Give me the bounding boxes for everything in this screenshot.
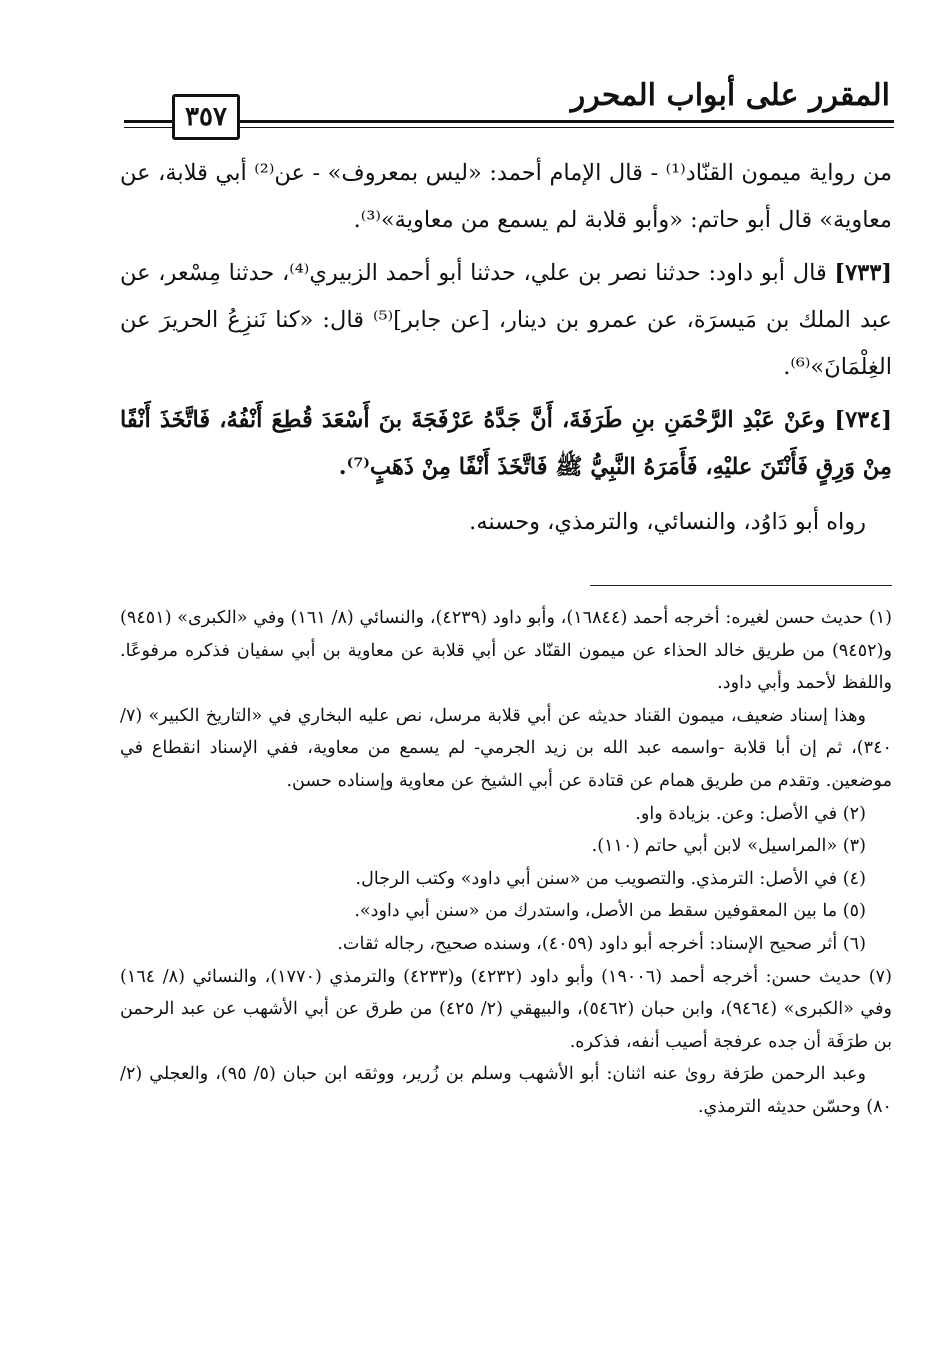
footnotes [120, 602, 892, 1124]
narration-note: رواه أبو دَاوُد، والنسائي، والترمذي، وحسنه. [469, 509, 866, 535]
footnote-4: (٤) في الأصل: الترمذي. والتصويب من «سنن أبي داود» وكتب الرجال. [355, 868, 866, 889]
hadith-734 [120, 397, 892, 491]
running-title: المقرر على أبواب المحرر [570, 78, 890, 113]
hadith-text: قال أبو داود: حدثنا نصر بن علي، حدثنا أبو أحمد الزبيري⁽⁴⁾، حدثنا مِسْعر، عن عبد الملك بن مَيسرَة، عن عمرو بن دينار، [عن جابر]⁽⁵⁾ قال: «كنا نَنزِعُ الحريرَ عن الغِلْمَانَ»⁽⁶⁾. [120, 260, 892, 380]
page-number: ٣٥٧ [172, 94, 240, 140]
main-text [120, 150, 892, 546]
hadith-number: [٧٣٤] [834, 407, 892, 433]
footnote-separator [590, 585, 892, 586]
footnote-7: (٧) حديث حسن: أخرجه أحمد (١٩٠٠٦) وأبو داود (٤٢٣٢) و(٤٢٣٣) والترمذي (١٧٧٠)، والنسائي (٨/ ١٦٤) وفي «الكبرى» (٩٤٦٤)، وابن حبان (٥٤٦٢)، والبيهقي (٢/ ٤٢٥) من طرق عن أبي الأشهب عن عبد الرحمن بن طرَفَة أن جده عرفجة أصيب أنفه، فذكره. [120, 966, 892, 1052]
footnote-1-continued: وهذا إسناد ضعيف، ميمون القناد حديثه عن أبي قلابة مرسل، نص عليه البخاري في «التاريخ الكبير» (٧/ ٣٤٠)، ثم إن أبا قلابة -واسمه عبد الله بن زيد الجرمي- لم يسمع من معاوية، ففي الإسناد انقطاع في موضعين. وتقدم من طريق همام عن قتادة عن أبي الشيخ عن معاوية وإسناده حسن. [120, 705, 892, 791]
paragraph-continuation: من رواية ميمون القنّاد⁽¹⁾ - قال الإمام أحمد: «ليس بمعروف» - عن⁽²⁾ أبي قلابة، عن معاوية» قال أبو حاتم: «وأبو قلابة لم يسمع من معاوية»⁽³⁾. [120, 160, 893, 233]
footnote-5: (٥) ما بين المعقوفين سقط من الأصل، واستدرك من «سنن أبي داود». [354, 901, 866, 922]
footnote-1: (١) حديث حسن لغيره: أخرجه أحمد (١٦٨٤٤)، وأبو داود (٤٢٣٩)، والنسائي (٨/ ١٦١) وفي «الكبرى» (٩٤٥١) و(٩٤٥٢) من طريق خالد الحذاء عن ميمون القنّاد عن أبي قلابة عن معاوية بن أبي سفيان فذكره مرفوعًا. واللفظ لأحمد وأبي داود. [120, 608, 893, 694]
footnote-3: (٣) «المراسيل» لابن أبي حاتم (١١٠). [591, 836, 866, 857]
hadith-number: [٧٣٣] [834, 260, 892, 286]
hadith-text: وعَنْ عَبْدِ الرَّحْمَنِ بنِ طَرَفَةَ، أَنَّ جَدَّهُ عَرْفَجَةَ بنَ أَسْعَدَ قُطِعَ أَنْفُهُ، فَاتَّخَذَ أَنْفًا مِنْ وَرِقٍ فَأَنْتَنَ عليْهِ، فَأَمَرَهُ النَّبِيُّ ﷺ فَاتَّخَذَ أَنْفًا مِنْ ذَهَبٍ⁽⁷⁾. [120, 407, 892, 480]
hadith-733 [120, 250, 892, 391]
footnote-2: (٢) في الأصل: وعن. بزيادة واو. [635, 803, 866, 824]
footnote-6: (٦) أثر صحيح الإسناد: أخرجه أبو داود (٤٠٥٩)، وسنده صحيح، رجاله ثقات. [337, 933, 866, 954]
footnote-7-continued: وعبد الرحمن طرَفة روىٰ عنه اثنان: أبو الأشهب وسلم بن زُرير، ووثقه ابن حبان (٥/ ٩٥)، والعجلي (٢/ ٨٠) وحسّن حديثه الترمذي. [120, 1064, 892, 1117]
